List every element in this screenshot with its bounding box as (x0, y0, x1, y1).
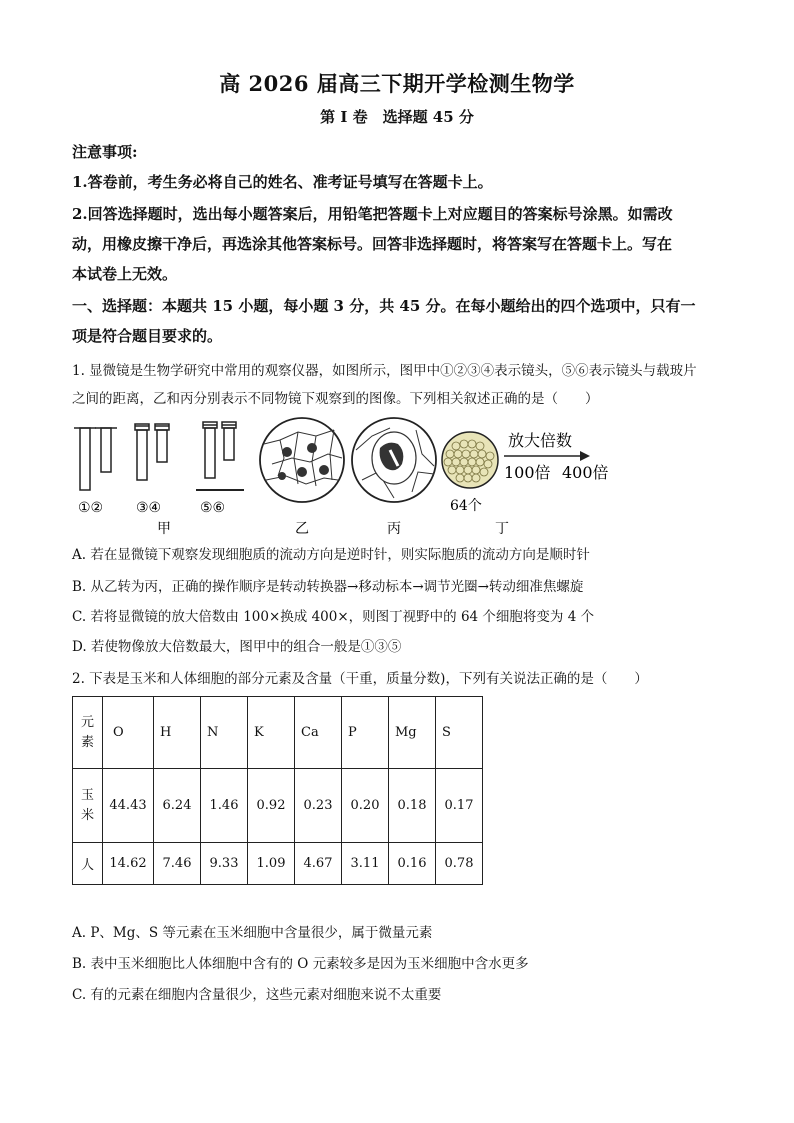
q1-stem-line-1: 1. 显微镜是生物学研究中常用的观察仪器，如图所示，图甲中①②③④表示镜头，⑤⑥表示镜头与载玻片 (72, 363, 697, 379)
notice-item-2-line-3: 本试卷上无效。 (72, 265, 178, 283)
label-eyepiece-numbers: ①② (78, 500, 104, 516)
label-magnification-title: 放大倍数 (508, 431, 573, 450)
table-cell: 7.46 (154, 843, 201, 885)
table-cell: Mg (389, 697, 436, 769)
table-cell: 3.11 (342, 843, 389, 885)
view-ding (442, 432, 498, 488)
q2-stem: 2. 下表是玉米和人体细胞的部分元素及含量（干重，质量分数)，下列有关说法正确的是（ ） (72, 671, 648, 687)
row-header-corn: 玉 米 (73, 769, 103, 843)
label-objective-numbers: ③④ (136, 500, 162, 516)
q1-option-d: D. 若使物像放大倍数最大，图甲中的组合一般是①③⑤ (72, 639, 402, 655)
exam-title: 高 2026 届高三下期开学检测生物学 (219, 71, 575, 96)
label-bing: 丙 (387, 521, 401, 537)
q1-option-a: A. 若在显微镜下观察发现细胞质的流动方向是逆时针，则实际胞质的流动方向是顺时针 (72, 547, 590, 563)
label-magnification-to: 400倍 (562, 463, 609, 482)
table-cell: 0.92 (248, 769, 295, 843)
table-cell: 6.24 (154, 769, 201, 843)
table-cell: 4.67 (295, 843, 342, 885)
table-cell: K (248, 697, 295, 769)
element-content-table (72, 696, 483, 885)
label-yi: 乙 (295, 521, 309, 537)
notice-item-2-line-2: 动，用橡皮擦干净后，再选涂其他答案标号。回答非选择题时，将答案写在答题卡上。写在 (72, 235, 673, 253)
row-header-element: 元 素 (73, 697, 103, 769)
microscope-figure (72, 414, 632, 544)
table-cell: 1.09 (248, 843, 295, 885)
notice-item-1: 1.答卷前，考生务必将自己的姓名、准考证号填写在答题卡上。 (72, 173, 493, 191)
q2-option-a: A. P、Mg、S 等元素在玉米细胞中含量很少，属于微量元素 (72, 925, 433, 941)
label-cell-count: 64个 (450, 498, 482, 514)
objective-lenses (135, 424, 169, 480)
q1-option-c: C. 若将显微镜的放大倍数由 100×换成 400×，则图丁视野中的 64 个细胞将变为 4 个 (72, 609, 595, 625)
q2-option-b: B. 表中玉米细胞比人体细胞中含有的 O 元素较多是因为玉米细胞中含水更多 (72, 956, 529, 972)
section-heading-line-1: 一、选择题：本题共 15 小题，每小题 3 分，共 45 分。在每小题给出的四个选项中，只有一 (72, 297, 696, 315)
eyepiece-lenses (74, 428, 117, 490)
view-yi (260, 418, 344, 502)
table-cell: 0.23 (295, 769, 342, 843)
q1-stem-line-2: 之间的距离，乙和丙分别表示不同物镜下观察到的图像。下列相关叙述正确的是（ ） (72, 391, 599, 407)
table-cell: 0.78 (436, 843, 483, 885)
notice-heading: 注意事项: (72, 143, 138, 161)
table-row (73, 697, 483, 769)
lens-slide-distance (196, 422, 244, 490)
label-ding: 丁 (495, 521, 509, 537)
table-row (73, 843, 483, 885)
row-header-human: 人 (73, 843, 103, 885)
notice-item-2-line-1: 2.回答选择题时，选出每小题答案后，用铅笔把答题卡上对应题目的答案标号涂黑。如需改 (72, 205, 673, 223)
table-cell: 0.17 (436, 769, 483, 843)
section-heading-line-2: 项是符合题目要求的。 (72, 327, 223, 345)
table-cell: P (342, 697, 389, 769)
table-cell: 0.18 (389, 769, 436, 843)
table-cell: S (436, 697, 483, 769)
table-cell: 1.46 (201, 769, 248, 843)
section-subtitle: 第 I 卷 选择题 45 分 (320, 108, 474, 126)
label-distance-numbers: ⑤⑥ (200, 500, 226, 516)
table-cell: 9.33 (201, 843, 248, 885)
table-cell: H (154, 697, 201, 769)
table-cell: 0.20 (342, 769, 389, 843)
label-jia: 甲 (157, 521, 171, 537)
table-cell: O (103, 697, 154, 769)
table-cell: Ca (295, 697, 342, 769)
table-cell: 0.16 (389, 843, 436, 885)
label-magnification-from: 100倍 (504, 463, 551, 482)
table-cell: N (201, 697, 248, 769)
q1-option-b: B. 从乙转为丙，正确的操作顺序是转动转换器→移动标本→调节光圈→转动细准焦螺旋 (72, 579, 584, 595)
q2-option-c: C. 有的元素在细胞内含量很少，这些元素对细胞来说不太重要 (72, 987, 442, 1003)
view-bing (352, 418, 436, 502)
table-cell: 44.43 (103, 769, 154, 843)
table-cell: 14.62 (103, 843, 154, 885)
table-row (73, 769, 483, 843)
magnification-arrow (504, 451, 590, 461)
